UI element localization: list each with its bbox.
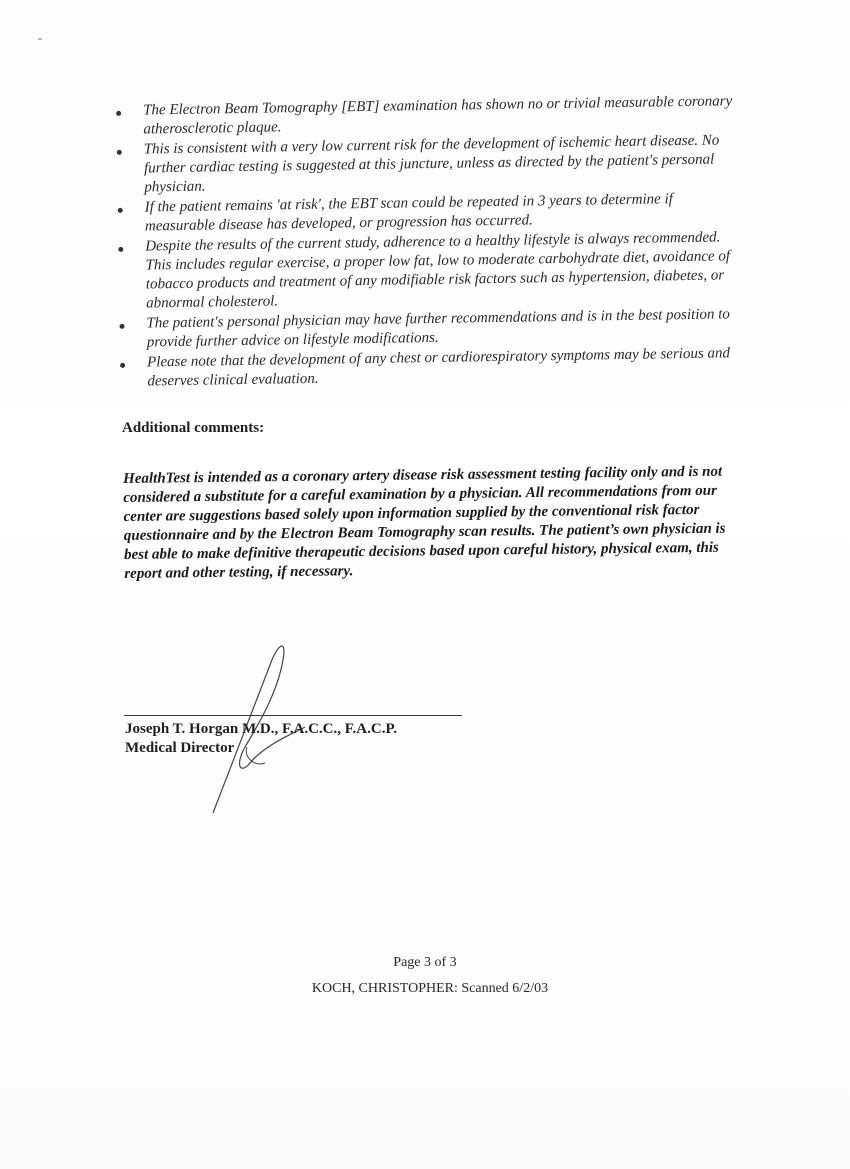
bullet-dot-icon (117, 150, 122, 155)
signer-title: Medical Director (125, 740, 235, 756)
bullet-text: The Electron Beam Tomography [EBT] examination has shown no or trivial measurable coronary atherosclerotic plaque. (143, 93, 733, 138)
bullet-text: Please note that the development of any chest or cardiorespiratory symptoms may be serious and deserves clinical evaluation. (146, 345, 731, 390)
bullet-dot-icon (116, 111, 121, 116)
signature-line (124, 715, 462, 716)
disclaimer-paragraph: HealthTest is intended as a coronary artery disease risk assessment testing facility only and is not considered a substitute for a careful examination by a physician. All recommendations from our center are suggestions based solely upon information supplied by the conventional risk factor questionnaire and by the Electron Beam Tomography scan results. The patient’s own physician is best able to make definitive therapeutic decisions based upon careful history, physical exam, this report and other testing, if necessary. (123, 463, 726, 582)
list-item (114, 228, 740, 314)
scan-note: KOCH, CHRISTOPHER: Scanned 6/2/03 (311, 981, 549, 996)
bullet-text: The patient's personal physician may have further recommendations and is in the best position to provide further advice on lifestyle modifications. (146, 306, 730, 351)
bullet-text: Despite the results of the current study, adherence to a healthy lifestyle is always recommended. This includes regular exercise, a proper low fat, low to moderate carbohydrate diet, avoidance of tobacco products and treatment of any modifiable risk factors such as hypertension, diabetes, or abnormal cholesterol. (145, 229, 731, 312)
signer-block (125, 720, 397, 758)
list-item (113, 131, 739, 198)
bullet-dot-icon (118, 247, 123, 252)
signer-name: Joseph T. Horgan M.D., F.A.C.C., F.A.C.P. (125, 721, 397, 737)
bullet-text: If the patient remains 'at risk', the EBT scan could be repeated in 3 years to determine if measurable disease has developed, or progression has occurred. (144, 191, 674, 235)
scan-speck (38, 38, 42, 40)
additional-comments-heading: Additional comments: (122, 420, 265, 436)
bullet-text: This is consistent with a very low current risk for the development of ischemic heart disease. No further cardiac testing is suggested at this juncture, unless as directed by the patient's personal physician. (143, 132, 720, 196)
bullet-dot-icon (118, 208, 123, 213)
bullet-dot-icon (119, 324, 124, 329)
recommendation-list (112, 92, 741, 393)
bullet-dot-icon (120, 363, 125, 368)
page-number: Page 3 of 3 (393, 955, 457, 970)
